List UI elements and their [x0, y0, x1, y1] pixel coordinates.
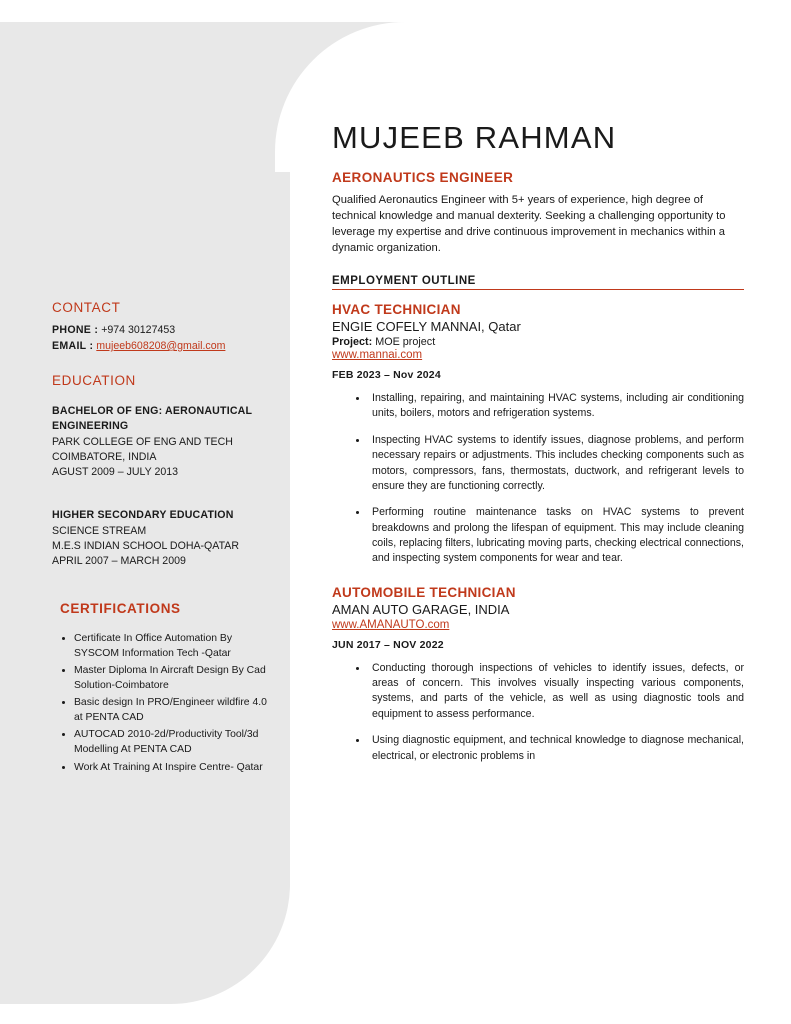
- professional-summary: Qualified Aeronautics Engineer with 5+ years of experience, high degree of technical knowledge and manual dexterity. Seeking a challenging opportunity to leverage my expertise and drive continuous improvement in mechanics within a dynamic organization.: [332, 194, 726, 254]
- list-item: • Basic design In PRO/Engineer wildfire 4.0 at PENTA CAD: [74, 696, 267, 725]
- job-project-label: Project:: [332, 336, 373, 349]
- list-item: • AUTOCAD 2010-2d/Productivity Tool/3d Modelling At PENTA CAD: [74, 728, 267, 757]
- job-dates: JUN 2017 – NOV 2022: [332, 638, 444, 651]
- job-dates: FEB 2023 – Nov 2024: [332, 369, 441, 382]
- list-item: • Certificate In Office Automation By SYSCOM Information Tech -Qatar: [74, 632, 267, 661]
- list-item: • Work At Training At Inspire Centre- Qatar: [74, 761, 267, 776]
- employment-heading: EMPLOYMENT OUTLINE: [332, 274, 476, 287]
- list-item: • Using diagnostic equipment, and technical knowledge to diagnose mechanical, electrical, or electronic problems in: [368, 733, 744, 764]
- education-item: [52, 508, 267, 569]
- education-title: HIGHER SECONDARY EDUCATION: [52, 508, 234, 521]
- job-project: [332, 336, 744, 348]
- section-divider: [332, 289, 744, 291]
- list-item: • Performing routine maintenance tasks on HVAC systems to prevent breakdowns and prolong the lifespan of equipment. This may include cleaning coils, replacing filters, lubricating moving parts, checking electrical connections, and inspecting system components for wear and tear.: [368, 505, 744, 566]
- job-role: AUTOMOBILE TECHNICIAN: [332, 584, 516, 600]
- job-company: AMAN AUTO GARAGE, INDIA: [332, 601, 510, 617]
- education-line: SCIENCE STREAM: [52, 524, 147, 537]
- education-item: [52, 404, 267, 480]
- sidebar: [52, 300, 267, 778]
- sidebar-background-top: [0, 22, 290, 182]
- list-item: • Master Diploma In Aircraft Design By Cad Solution-Coimbatore: [74, 664, 267, 693]
- contact-phone: [52, 323, 267, 339]
- job-responsibilities: [332, 391, 744, 567]
- education-line: COIMBATORE, INDIA: [52, 450, 157, 463]
- contact-phone-label: PHONE :: [52, 324, 99, 336]
- education-heading: EDUCATION: [52, 372, 136, 388]
- list-item: • Installing, repairing, and maintaining HVAC systems, including air conditioning units, boilers, motors and refrigeration systems.: [368, 391, 744, 422]
- list-item: • Inspecting HVAC systems to identify issues, diagnose problems, and perform necessary repairs or adjustments. This includes checking components such as motors, compressors, fans, thermostats, ductwork, and refrigerant levels to ensure they are functioning correctly.: [368, 433, 744, 494]
- job-company: ENGIE COFELY MANNAI, Qatar: [332, 319, 521, 335]
- contact-email: [52, 339, 267, 355]
- job-entry: [332, 302, 744, 381]
- contact-email-label: EMAIL :: [52, 339, 94, 352]
- contact-heading: CONTACT: [52, 300, 121, 315]
- job-role: HVAC TECHNICIAN: [332, 302, 461, 318]
- job-responsibilities: [332, 661, 744, 764]
- education-line: APRIL 2007 – MARCH 2009: [52, 555, 186, 568]
- job-project-value: MOE project: [372, 336, 436, 349]
- job-entry: [332, 585, 744, 651]
- contact-email-link[interactable]: mujeeb608208@gmail.com: [96, 339, 226, 352]
- certifications-heading: CERTIFICATIONS: [60, 601, 181, 617]
- headline-role: AERONAUTICS ENGINEER: [332, 170, 514, 185]
- certifications-list: [52, 632, 267, 775]
- education-line: PARK COLLEGE OF ENG AND TECH: [52, 435, 233, 448]
- page-title: MUJEEB RAHMAN: [332, 120, 617, 155]
- job-website-link[interactable]: www.mannai.com: [332, 349, 423, 362]
- education-line: AGUST 2009 – JULY 2013: [52, 465, 179, 478]
- education-line: M.E.S INDIAN SCHOOL DOHA-QATAR: [52, 540, 239, 552]
- education-title: BACHELOR OF ENG: AERONAUTICAL ENGINEERING: [52, 404, 253, 432]
- main-content: [332, 120, 744, 782]
- job-website-link[interactable]: www.AMANAUTO.com: [332, 618, 450, 631]
- contact-phone-value: +974 30127453: [98, 324, 176, 336]
- list-item: • Conducting thorough inspections of vehicles to identify issues, defects, or areas of concern. This involves visually inspecting various components, systems, and parts of the vehicle, as well as using diagnostic tools and equipment to assess performance.: [368, 661, 744, 722]
